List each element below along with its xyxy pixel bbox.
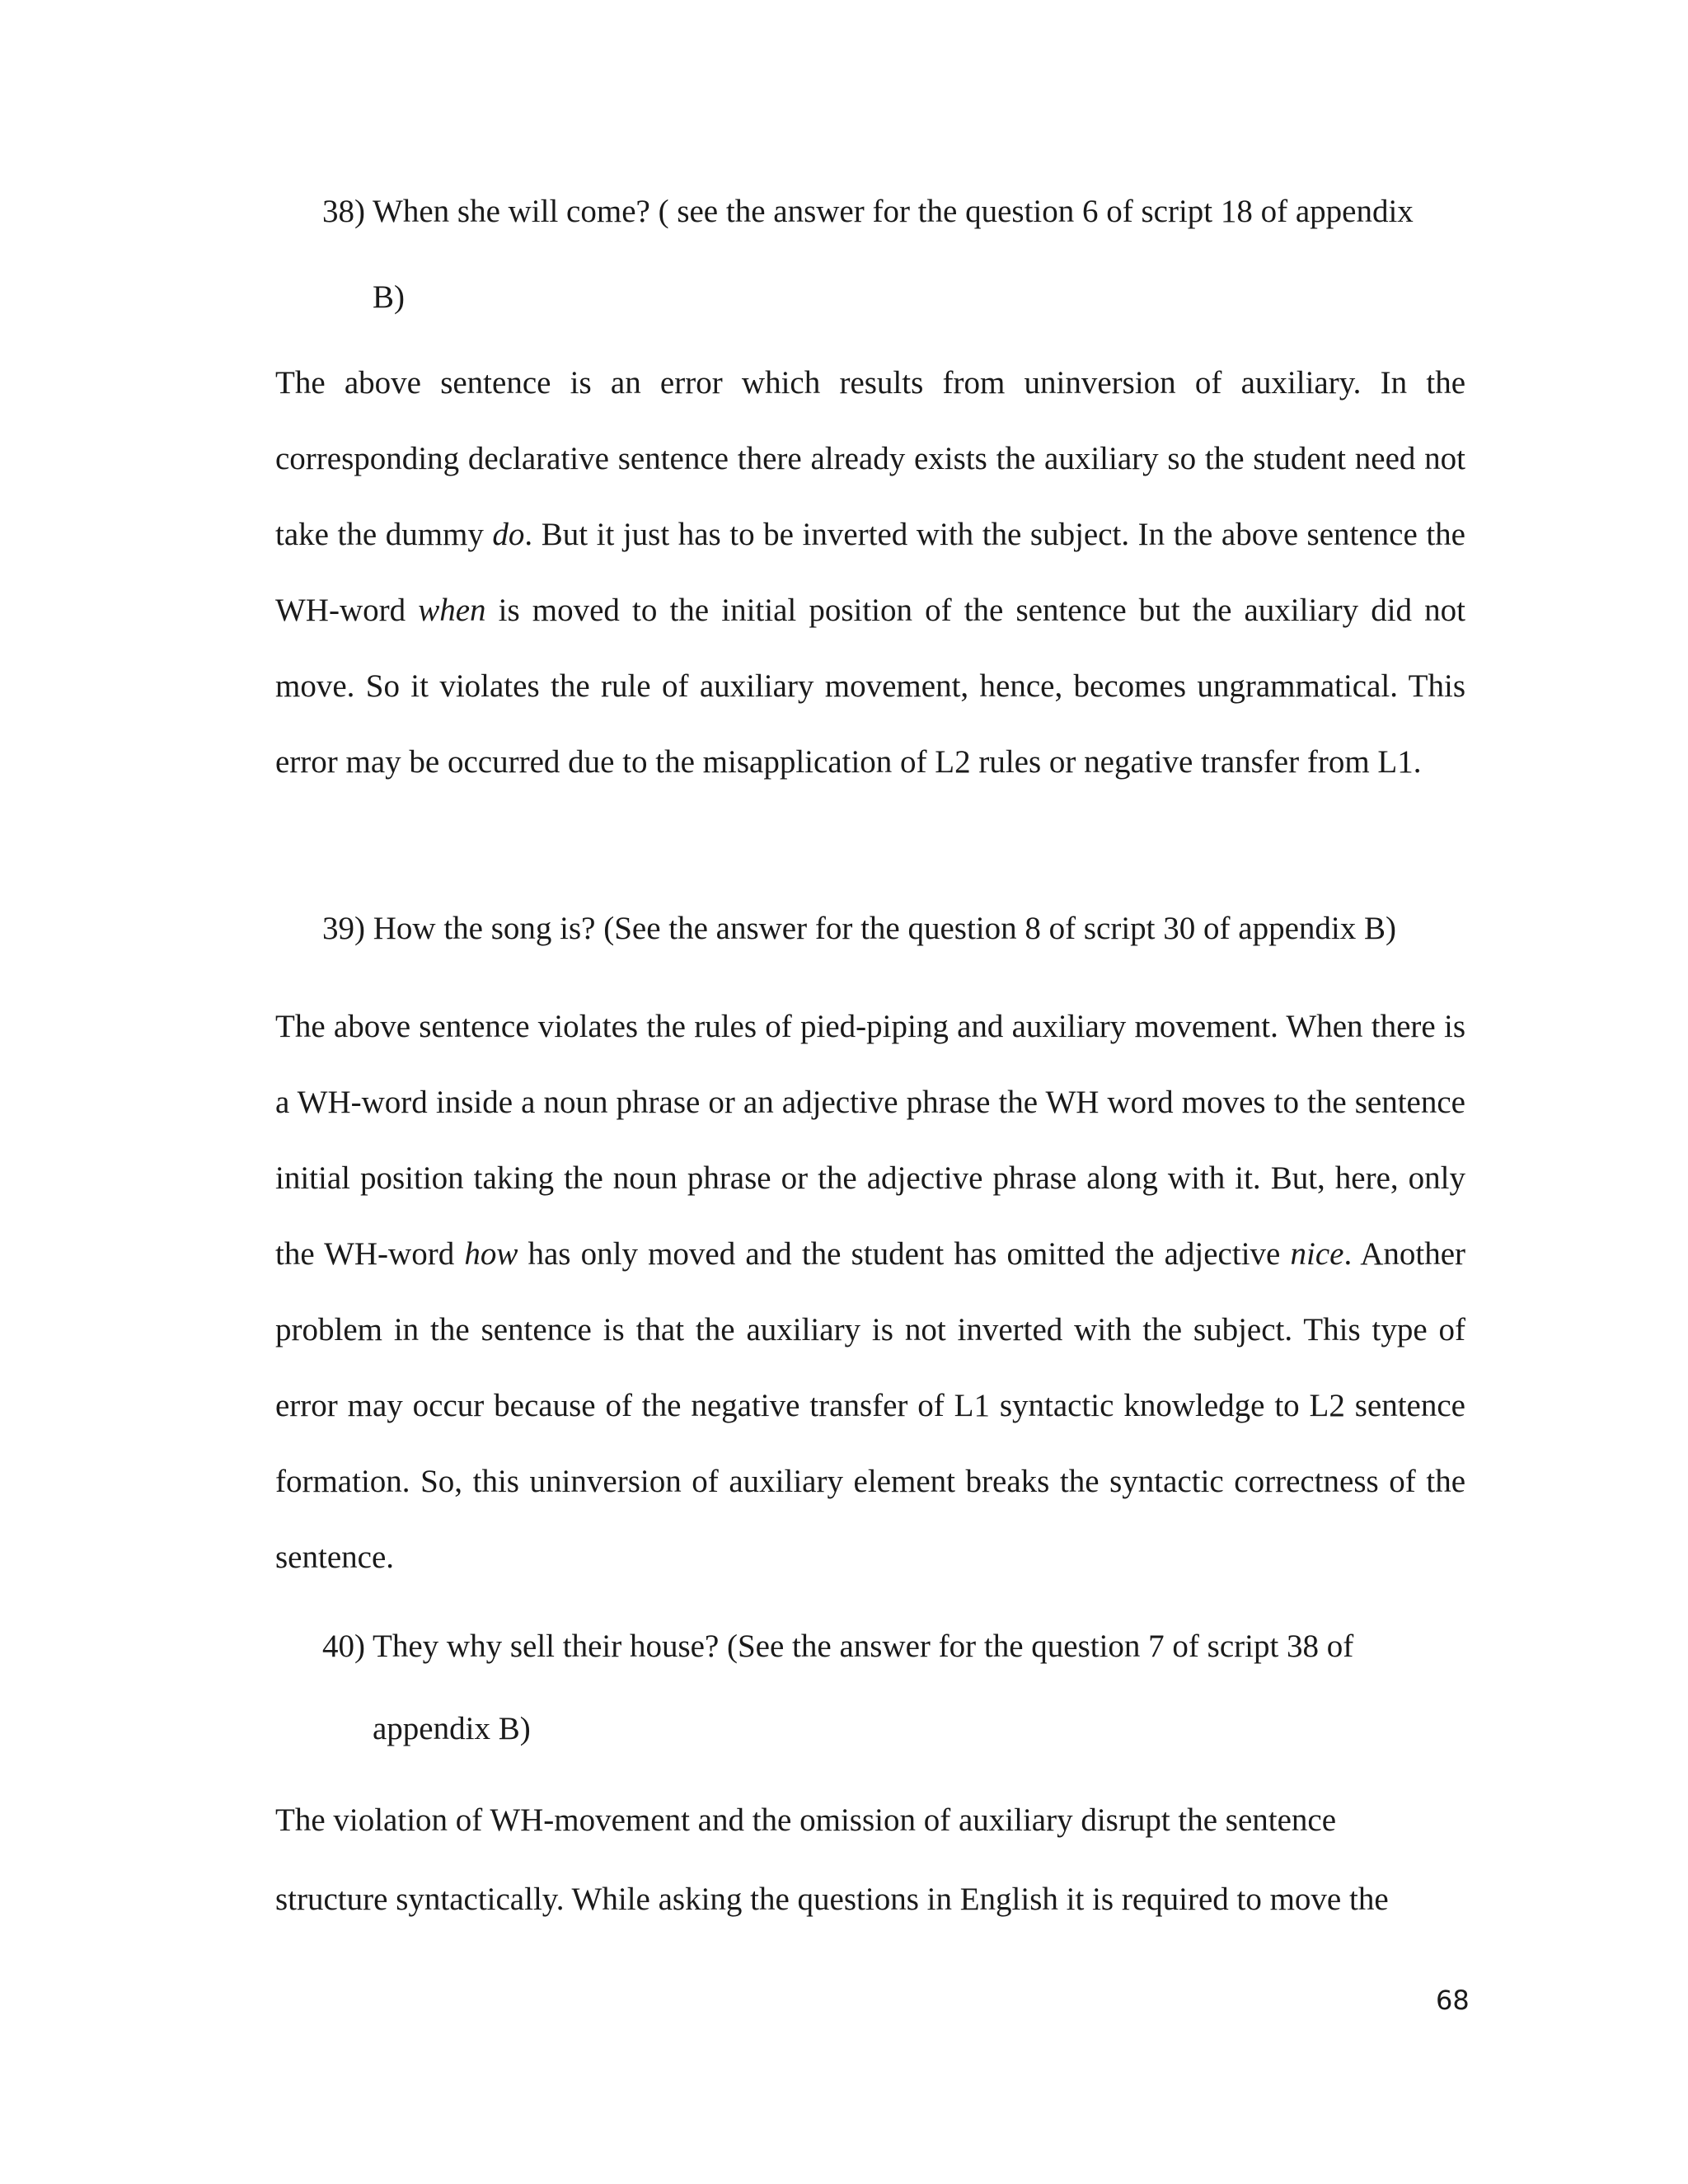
- page-number: 68: [1436, 1985, 1470, 2016]
- paragraph-text: The above sentence violates the rules of pied-piping and auxiliary movement. When there is a WH-word inside a noun phrase or an adjective phrase the WH word moves to the sentence initial position taking the noun phrase or the adjective phrase along with it. But, here, only the WH-word: [275, 1009, 1465, 1272]
- paragraph-text: . But it just has to be inverted with the subject. In the above sentence the WH-word: [275, 517, 1465, 628]
- paragraph-40-line-2: structure syntactically. While asking the questions in English it is required to move the: [275, 1882, 1389, 1917]
- paragraph-40-line-1: The violation of WH-movement and the omission of auxiliary disrupt the sentence: [275, 1802, 1337, 1838]
- question-39-line-1: 39) How the song is? (See the answer for the question 8 of script 30 of appendix B): [322, 911, 1396, 946]
- paragraph-text: . Another problem in the sentence is that the auxiliary is not inverted with the subject. This type of error may occur because of the negative transfer of L1 syntactic knowledge to L2 sentence formation. So, this uninversion of auxiliary element breaks the syntactic correctness of the sentence.: [275, 1236, 1465, 1575]
- italic-term: do: [492, 517, 525, 552]
- paragraph-38-analysis: [275, 345, 1465, 800]
- paragraph-text: is moved to the initial position of the sentence but the auxiliary did not move. So it violates the rule of auxiliary movement, hence, becomes ungrammatical. This error may be occurred due to the misapplication of L2 rules or negative transfer from L1.: [275, 593, 1465, 780]
- question-38-line-2: B): [373, 279, 405, 315]
- paragraph-text: The above sentence is an error which results from uninversion of auxiliary. In the corresponding declarative sentence there already exists the auxiliary so the student need not take the dummy: [275, 365, 1465, 552]
- italic-term: nice: [1290, 1236, 1344, 1272]
- question-40-line-1: 40) They why sell their house? (See the answer for the question 7 of script 38 of: [322, 1629, 1354, 1664]
- italic-term: when: [418, 593, 486, 628]
- question-40-line-2: appendix B): [373, 1711, 531, 1746]
- italic-term: how: [464, 1236, 518, 1272]
- paragraph-text: has only moved and the student has omitted the adjective: [518, 1236, 1291, 1272]
- question-38-line-1: 38) When she will come? ( see the answer for the question 6 of script 18 of appendix: [322, 194, 1414, 229]
- paragraph-39-analysis: [275, 989, 1465, 1596]
